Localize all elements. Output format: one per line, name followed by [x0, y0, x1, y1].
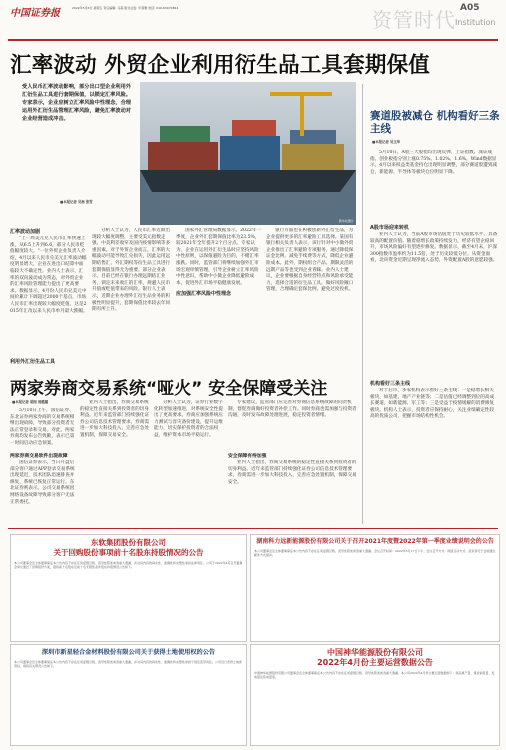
sidebar-body-2: [370, 232, 498, 377]
lead-summary: 受人民币汇率波动影响，部分出口型企业利用外汇衍生品工具进行套期保值，以锁定汇率风险。专家表示，企业应树立汇率风险中性理念，合理运用外汇衍生品管理汇率风险，避免汇率波动对企业经营造成冲击。: [22, 84, 131, 122]
subhead-derivatives: 利用外汇衍生品工具: [10, 359, 56, 365]
ad-neusoft-body: 本公司董事会及全体董事保证本公告内容不存在任何虚假记载、误导性陈述或者重大遗漏，并对其内容的真实性、准确性和完整性承担法律责任。公司于2022年4月召开董事会审议通过了回购股份方案，现将前十名股东及前十名无限售条件股东持股情况公告如下。: [14, 561, 243, 570]
masthead-logo: 中国证券报: [10, 8, 60, 19]
ad-corun-body: 本公司董事会及全体董事保证本公告内容不存在任何虚假记载、误导性陈述或者重大遗漏。会议召开时间：2022年5月17日下午；会议召开方式：网络互动方式。投资者可于会前通过邮件方式提问。: [254, 549, 496, 558]
main-byline: ■本报记者 吴杨 张雪: [60, 200, 93, 204]
second-col-2-text: 业内人士指出，券商交易系统的稳定性直接关系到投资者的切身利益。近年来监管部门持续强化证券公司信息技术管理要求，券商需进一步加大科技投入，完善应急处置机制，保障交易安全。: [80, 400, 149, 438]
second-headline: 两家券商交易系统“哑火” 安全保障受关注: [10, 379, 328, 399]
page-number: A05: [460, 3, 480, 13]
second-col-3: [154, 400, 224, 522]
sidebar-body-1-text: 5月10日，A股三大股指均出现反弹，上证指数、深证成指、创业板指分别上涨0.75%、1.02%、1.6%。Wind数据显示，4月以来权益类基金持仓出现明显调整，部分赛道股遭到减仓，新能源、半导体等板块仓位明显下降。: [370, 150, 497, 175]
sidebar-headline: 赛道股被减仓 机构看好三条主线: [370, 110, 500, 135]
ad-xinxing-body: 本公司董事会及全体董事保证本公告内容不存在任何虚假记载、误导性陈述或者重大遗漏，并对其内容的真实性、准确性和完整性承担个别及连带责任。公司近日竞得土地使用权，现将有关情况公告如下。: [14, 660, 243, 669]
section-title: 资管时代: [372, 8, 456, 32]
section-title-en: Institution: [455, 18, 496, 27]
second-col-3-text: 分析人士认为，证券行业数字化转型加速推进，对系统安全性提出了更高要求。券商应加强系统压力测试与容灾备份建设，提升运维能力，切实保护投资者的合法权益，维护资本市场平稳运行。: [154, 400, 223, 438]
sidebar-body-1: [370, 150, 498, 222]
main-headline: 汇率波动 外贸企业利用衍生品工具套期保值: [10, 53, 430, 78]
second-col-1b: [10, 460, 76, 522]
ad-xinxing-title: 深圳市新星轻合金材料股份有限公司关于获得土地使用权的公告: [41, 649, 216, 656]
ads-divider: [8, 528, 498, 529]
second-col-2: [80, 400, 150, 522]
ad-shenhua-title: 中国神华能源股份有限公司 2022年4月份主要运营数据公告: [317, 648, 433, 667]
masthead: [0, 0, 506, 46]
main-col-2: [92, 228, 172, 368]
sidebar-body-2-text: 业内人士认为，当前A股市场估值处于历史较低水平，具备较高的配置价值。随着稳增长政策持续发力，经济有望企稳回升，市场风险偏好有望逐步修复。数据显示，截至4月末，沪深300指数市盈率约为11.5倍，处于历史较低分位。从资金面看，北向资金近期呈现净流入态势，外资配置A股的意愿较强。: [370, 232, 498, 264]
second-col-1: [10, 408, 76, 450]
sidebar-subhead-2: 机构看好三条主线: [370, 381, 411, 387]
ad-shenhua: [250, 644, 500, 746]
news-photo: [140, 82, 356, 225]
masthead-rule: [8, 39, 498, 41]
second-subhead-2: 安全保障有待加强: [228, 454, 267, 459]
column-divider: [362, 84, 363, 524]
second-col-1b-text: 国信证券表示，当日开盘后部分客户通过APP登录交易系统出现延迟，技术团队迅速排查并修复，系统已恢复正常运行。东北证券则表示，公司交易系统因网络设备故障导致部分客户无法正常委托。: [10, 460, 75, 505]
main-col-3: [176, 228, 262, 288]
second-byline: ■本报记者 胡雨 周璐璐: [12, 400, 49, 404]
main-col-2-text: 分析人士认为，人民币汇率近期出现较大幅度调整，主要受美元指数走强、中美利差收窄及国内疫情影响等多重因素。对于外贸企业而言，汇率的大幅波动可能导致汇兑损失，因此运用远期结售汇、外汇期权等衍生品工具进行套期保值显得尤为重要。部分企业表示，目前已经在银行办理远期结汇业务，锁定未来收汇的汇率，规避人民币升值或贬值带来的风险。银行人士表示，近期企业办理外汇衍生品业务的积极性明显提升，套期保值比率较去年同期有所上升。: [92, 228, 171, 313]
ad-neusoft: [10, 534, 247, 642]
sidebar-subhead-1: A股市场迎来转机: [370, 225, 409, 231]
main-col-1-text: "上一周美元兑人民币汇率快速上涨，从6.5上升到6.6，部分人民币贬值幅度较大。"一位外贸企业负责人介绍，4月以来人民币兑美元汇率波动幅度明显增大，企业在进出口结算中面临较大不确定性。业内人士表示，汇率的双向波动成为常态，对外贸企业的汇率风险管理能力提出了更高要求。数据显示，4月份人民币兑美元中间价累计下调超过2000个基点，市场人民币汇率出现较大幅度贬值，这是2015年汇改以来人民币单月最大跌幅。: [10, 236, 88, 314]
subhead-exchange-volatility: 汇率波动加剧: [10, 229, 41, 235]
main-col-1: [10, 236, 88, 356]
ad-shenhua-body: 中国神华能源股份有限公司董事会及全体董事保证本公告内容不存在任何虚假记载、误导性陈述或者重大遗漏。本公司2022年4月份主要运营数据如下：商品煤产量、煤炭销售量、发电量及售电量等。: [254, 671, 495, 680]
main-col-4-text: 银行方面也在积极创新外汇衍生品，为企业提供更多的汇率避险工具选择。某国有银行相关负责人表示，该行针对中小微外贸企业推出了汇率避险专项服务，通过降低保证金比例、减免手续费等方式，降低企业避险成本。此外，期权组合产品、期限灵活的远期产品等也受到企业青睐。业内人士建议，企业要根据自身经营特点和风险承受能力，选择合适的衍生品工具，做好风险敞口管理，合理确定套保比例，避免过度投机。: [266, 228, 354, 293]
ad-corun: [250, 534, 500, 642]
masthead-meta: 2022年5月6日 星期五 责任编辑: 马超 版式总监: 毕莉雅 电话: 010-63070364: [72, 6, 179, 10]
photo-credit: 新华社图片: [338, 219, 354, 223]
second-col-4-text: 专家建议，监管部门应完善对券商信息系统故障的问责机制，督促券商做好投资者补偿工作。同时券商也需加强与投资者沟通，及时发布故障处理进展，稳定投资者情绪。: [228, 400, 357, 419]
ad-xinxing: [10, 644, 247, 746]
second-col-4: [228, 400, 358, 450]
main-col-4: [266, 228, 356, 368]
ad-neusoft-title: 东软集团股份有限公司 关于回购股份事项前十名股东持股情况的公告: [53, 538, 204, 557]
second-col-5-text: 业内人士指出，券商交易系统的稳定性直接关系到投资者的切身利益。近年来监管部门持续强化证券公司信息技术管理要求，券商需进一步加大科技投入，完善应急处置机制，保障交易安全。: [228, 460, 357, 485]
ad-corun-title: 湖南科力远新能源股份有限公司关于召开2021年度暨2022年第一季度业绩说明会的公告: [256, 538, 494, 545]
second-col-1-text: 5月10日上午，国信证券、东北证券两家券商的交易系统相继出现故障，导致部分投资者无法正常登录和交易。对此，两家券商均发布公告致歉，表示已第一时间启动应急预案。: [10, 408, 75, 446]
main-col-3-text: 国家外汇管理局数据显示，2022年一季度，企业外汇套期保值比率为23.5%，较2021年全年提升2个百分点。专家认为，企业在运用外汇衍生品时应坚持风险中性原则，以保值避险为目的，不赌汇率涨跌。同时，监管部门将继续加强外汇市场宏观审慎管理，引导企业树立汇率风险中性意识，帮助中小微企业降低避险成本，促进外汇市场平稳健康发展。: [176, 228, 262, 286]
sidebar-body-3: [370, 388, 498, 523]
sidebar-byline: ■本报记者 吴玉华: [372, 140, 401, 144]
second-col-5: [228, 460, 358, 522]
second-subhead-1: 两家券商交易软件出现故障: [10, 454, 68, 459]
subhead-risk-neutral: 应加强汇率风险中性理念: [176, 291, 232, 297]
sidebar-body-3-text: 对于后市，多家机构表示看好三条主线：一是稳增长相关板块，如基建、地产产业链等；二是估值已经调整到位的高成长赛道，如新能源、军工等；三是受益于疫情缓解的消费修复板块。机构人士表示，投资者应保持耐心，关注业绩确定性较高的优质公司，把握市场结构性机会。: [370, 388, 495, 420]
ship-cargo-photo: [140, 82, 356, 225]
